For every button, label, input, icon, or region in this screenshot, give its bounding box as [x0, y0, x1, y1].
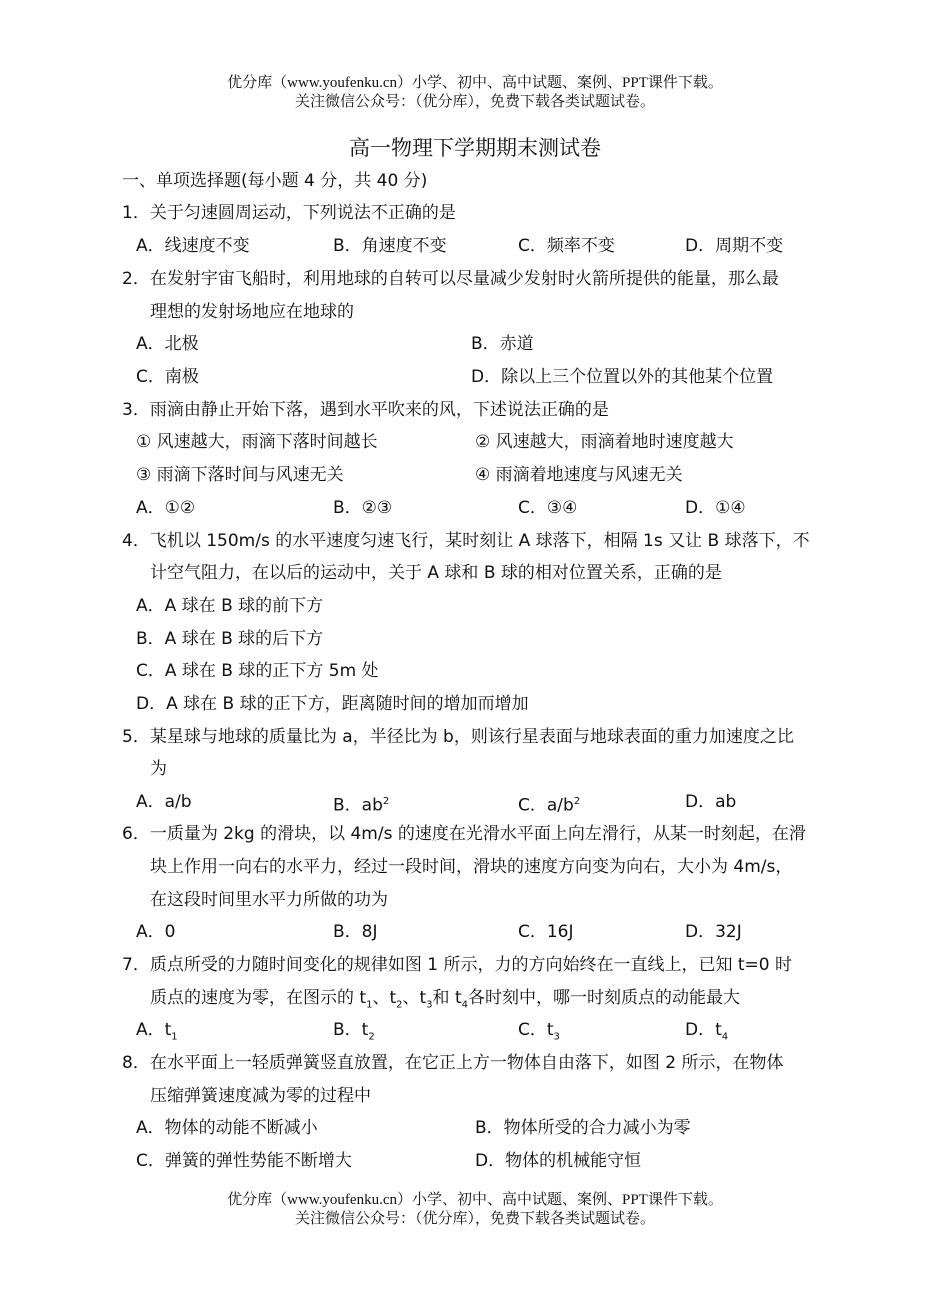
footer-line-2: 关注微信公众号：（优分库），免费下载各类试题试卷。	[294, 1211, 655, 1227]
q7-option-a: A．$t_1$	[136, 1020, 178, 1043]
q2-stem-2: 理想的发射场地应在地球的	[150, 302, 354, 322]
q6-stem-3: 在这段时间里水平力所做的功为	[150, 890, 388, 910]
q1-option-a: A．线速度不变	[136, 236, 250, 256]
q7-option-d: D．$t_4$	[685, 1020, 729, 1043]
q1-option-d: D．周期不变	[685, 236, 784, 256]
q4-stem-1: 4．飞机以 150m/s 的水平速度匀速飞行，某时刻让 A 球落下，相隔 1s 又让 B 球落下，不	[122, 531, 810, 551]
section-heading: 一、单项选择题(每小题 4 分，共 40 分)	[122, 171, 428, 191]
q8-stem-1: 8．在水平面上一轻质弹簧竖直放置，在它正上方一物体自由落下，如图 2 所示，在物体	[122, 1053, 784, 1073]
footer-line-1: 优分库（www.youfenku.cn）小学、初中、高中试题、案例、PPT课件下载。	[227, 1192, 723, 1208]
q2-option-b: B．赤道	[471, 334, 534, 354]
q1-stem: 1．关于匀速圆周运动，下列说法不正确的是	[122, 203, 456, 223]
q6-option-d: D．32J	[685, 922, 742, 942]
q3-stem: 3．雨滴由静止开始下落，遇到水平吹来的风，下述说法正确的是	[122, 400, 609, 420]
q5-option-b: B．$ab^2$	[333, 795, 390, 816]
q7-stem-1: 7．质点所受的力随时间变化的规律如图 1 所示，力的方向始终在一直线上，已知 t=0 时	[122, 955, 792, 975]
q1-option-c: C．频率不变	[518, 236, 615, 256]
q2-option-d: D．除以上三个位置以外的其他某个位置	[471, 367, 774, 387]
q7-option-c: C．$t_3$	[518, 1020, 560, 1043]
q5-stem-1: 5．某星球与地球的质量比为 a，半径比为 b，则该行星表面与地球表面的重力加速度之比	[122, 727, 794, 747]
q2-option-a: A．北极	[136, 334, 199, 354]
q8-option-c: C．弹簧的弹性势能不断增大	[136, 1151, 352, 1171]
q3-statement-3: ③ 雨滴下落时间与风速无关	[136, 465, 344, 485]
q6-stem-2: 块上作用一向右的水平力，经过一段时间，滑块的速度方向变为向右，大小为 4m/s，	[150, 857, 793, 877]
q8-stem-2: 压缩弹簧速度减为零的过程中	[150, 1086, 371, 1106]
q3-statement-1: ① 风速越大，雨滴下落时间越长	[136, 432, 378, 452]
q3-option-a: A．①②	[136, 498, 196, 518]
q8-option-a: A．物体的动能不断减小	[136, 1118, 318, 1138]
q2-stem-1: 2．在发射宇宙飞船时，利用地球的自转可以尽量减少发射时火箭所提供的能量，那么最	[122, 269, 779, 289]
q4-option-a: A．A 球在 B 球的前下方	[136, 596, 324, 616]
page-title: 高一物理下学期期末测试卷	[349, 136, 601, 160]
q5-option-c: C．$a/b^2$	[518, 795, 581, 816]
q3-option-b: B．②③	[333, 498, 393, 518]
q7-stem-2: 质点的速度为零，在图示的 $t_1$、$t_2$、$t_3$和 $t_4$各时刻中，哪一时刻质点的动能最大	[150, 988, 740, 1011]
q6-option-b: B．8J	[333, 922, 378, 942]
q8-option-d: D．物体的机械能守恒	[475, 1151, 642, 1171]
q5-option-a: A．a/b	[136, 792, 192, 812]
q4-option-c: C．A 球在 B 球的正下方 5m 处	[136, 661, 379, 681]
q3-option-d: D．①④	[685, 498, 746, 518]
q6-option-c: C．16J	[518, 922, 574, 942]
q3-option-c: C．③④	[518, 498, 578, 518]
q6-stem-1: 6．一质量为 2kg 的滑块，以 4m/s 的速度在光滑水平面上向左滑行，从某一时刻起，在滑	[122, 824, 806, 844]
q4-option-b: B．A 球在 B 球的后下方	[136, 629, 324, 649]
q2-option-c: C．南极	[136, 367, 199, 387]
q5-option-d: D．ab	[685, 792, 737, 812]
q4-stem-2: 计空气阻力，在以后的运动中，关于 A 球和 B 球的相对位置关系，正确的是	[150, 563, 722, 583]
q8-option-b: B．物体所受的合力减小为零	[475, 1118, 691, 1138]
q3-statement-2: ② 风速越大，雨滴着地时速度越大	[475, 432, 734, 452]
q1-option-b: B．角速度不变	[333, 236, 447, 256]
header-line-2: 关注微信公众号：（优分库），免费下载各类试题试卷。	[294, 94, 655, 110]
q5-stem-2: 为	[150, 759, 167, 779]
header-line-1: 优分库（www.youfenku.cn）小学、初中、高中试题、案例、PPT课件下载。	[227, 75, 723, 91]
q7-option-b: B．$t_2$	[333, 1020, 375, 1043]
q4-option-d: D．A 球在 B 球的正下方，距离随时间的增加而增加	[136, 694, 529, 714]
q6-option-a: A．0	[136, 922, 176, 942]
q3-statement-4: ④ 雨滴着地速度与风速无关	[475, 465, 683, 485]
